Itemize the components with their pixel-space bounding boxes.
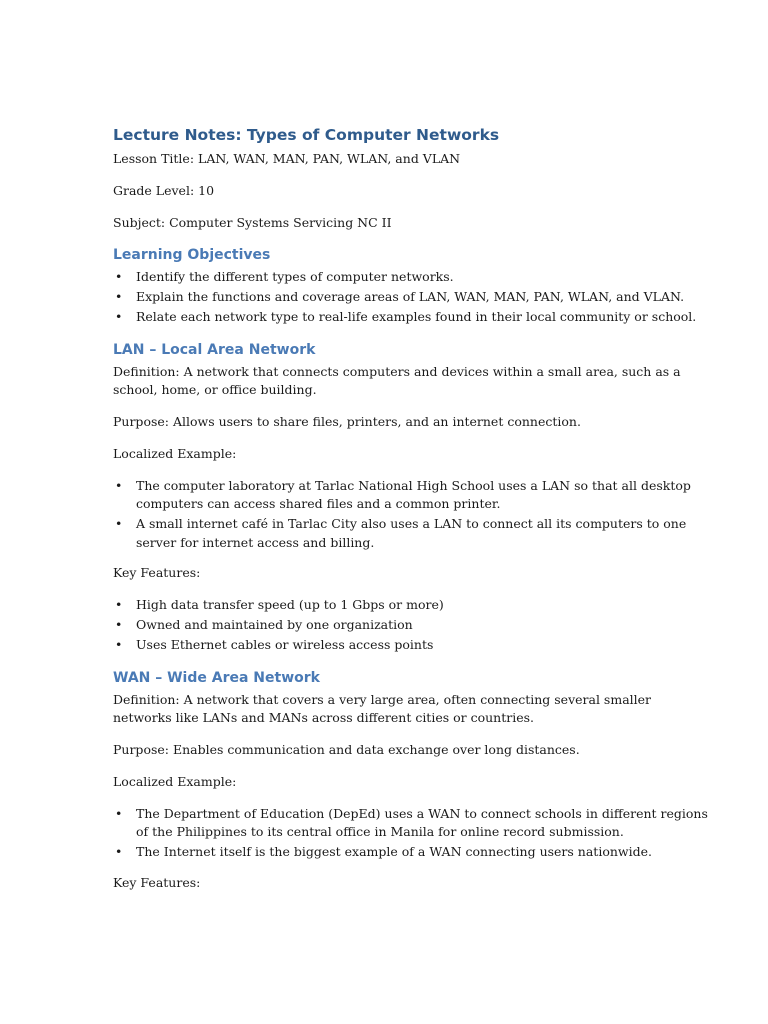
- list-item: • The Internet itself is the biggest example of a WAN connecting users nationwide.: [113, 843, 708, 862]
- list-item: • Relate each network type to real-life examples found in their local community or school.: [113, 308, 708, 327]
- bullet-icon: •: [115, 269, 123, 284]
- grade-level: Grade Level: 10: [113, 183, 215, 198]
- bullet-icon: •: [115, 617, 123, 632]
- lan-examples-list: [113, 477, 708, 553]
- list-item: • Uses Ethernet cables or wireless access points: [113, 636, 708, 655]
- wan-features-label: Key Features:: [113, 874, 201, 890]
- list-item: • The Department of Education (DepEd) uses a WAN to connect schools in different regions of the Philippines to its central office in Manila for online record submission.: [115, 805, 708, 839]
- bullet-icon: •: [115, 844, 123, 859]
- bullet-icon: •: [115, 637, 123, 652]
- subject: Subject: Computer Systems Servicing NC II: [113, 215, 392, 230]
- list-item: • Explain the functions and coverage areas of LAN, WAN, MAN, PAN, WLAN, and VLAN.: [113, 288, 708, 307]
- bullet-icon: •: [115, 309, 123, 324]
- lan-definition: Definition: A network that connects computers and devices within a small area, such as a school, home, or office building.: [113, 363, 681, 397]
- bullet-icon: •: [115, 477, 123, 493]
- lesson-title: Lesson Title: LAN, WAN, MAN, PAN, WLAN, and VLAN: [113, 151, 461, 166]
- lan-features-label: Key Features:: [113, 565, 201, 580]
- objectives-heading: Learning Objectives: [113, 247, 271, 263]
- list-item: • Identify the different types of computer networks.: [113, 268, 708, 287]
- wan-heading: WAN – Wide Area Network: [113, 669, 320, 686]
- lan-purpose: Purpose: Allows users to share files, printers, and an internet connection.: [113, 413, 581, 429]
- wan-example-label: Localized Example:: [113, 773, 237, 789]
- bullet-icon: •: [115, 805, 123, 821]
- lan-heading: LAN – Local Area Network: [113, 341, 316, 358]
- page-title: Lecture Notes: Types of Computer Networks: [113, 126, 500, 144]
- bullet-icon: •: [115, 597, 123, 612]
- objectives-list: [113, 268, 708, 327]
- list-item: • The computer laboratory at Tarlac National High School uses a LAN so that all desktop computers can access shared files and a common printer.: [115, 477, 691, 511]
- list-item: • High data transfer speed (up to 1 Gbps or more): [113, 596, 708, 615]
- list-item: • A small internet café in Tarlac City also uses a LAN to connect all its computers to one server for internet access and billing.: [115, 516, 687, 550]
- wan-examples-list: [113, 805, 708, 862]
- lan-features-list: [113, 596, 708, 655]
- wan-purpose: Purpose: Enables communication and data exchange over long distances.: [113, 741, 580, 757]
- list-item: • Owned and maintained by one organization: [113, 616, 708, 635]
- wan-definition: Definition: A network that covers a very large area, often connecting several smaller networks like LANs and MANs across different cities or countries.: [113, 691, 652, 725]
- lan-example-label: Localized Example:: [113, 445, 237, 461]
- bullet-icon: •: [115, 289, 123, 304]
- bullet-icon: •: [115, 516, 123, 531]
